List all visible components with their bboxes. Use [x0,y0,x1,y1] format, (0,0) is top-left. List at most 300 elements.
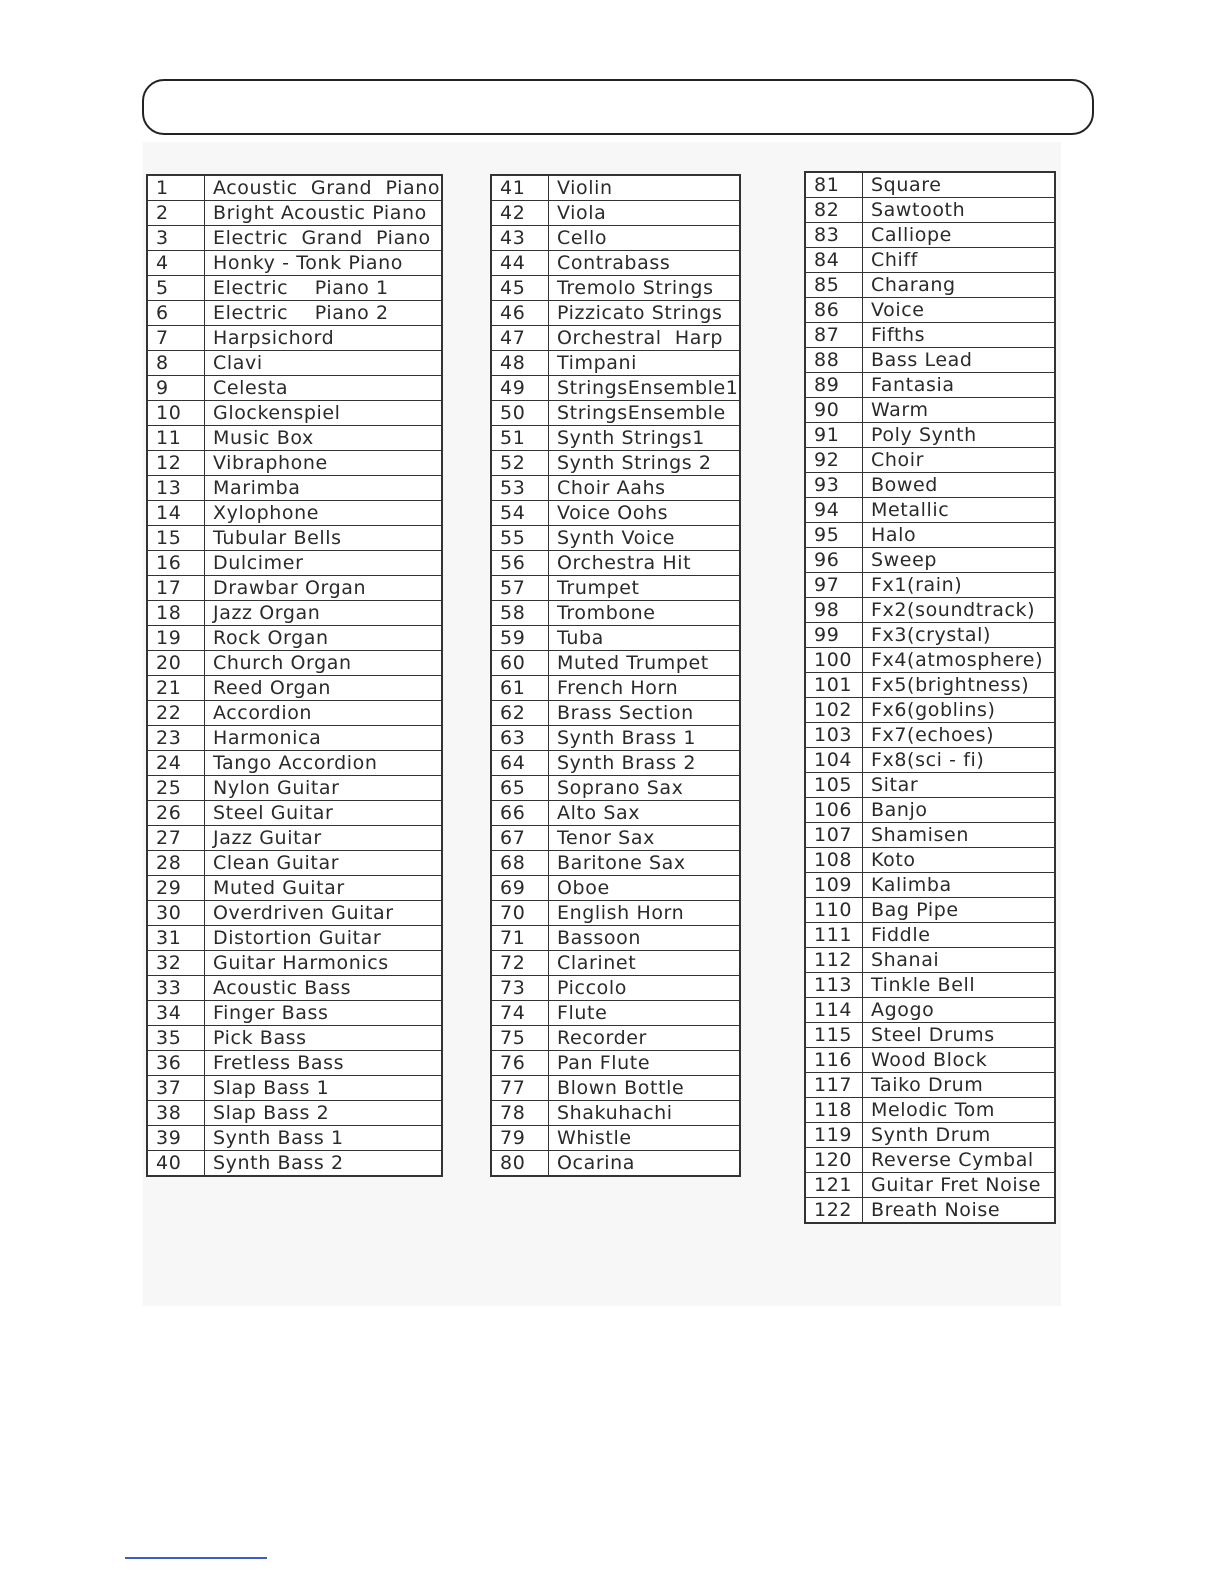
table-row [805,523,1055,548]
voice-name: Fx3(crystal) [863,623,1056,648]
voice-number: 24 [147,751,205,776]
table-row [491,826,740,851]
voice-name: Blown Bottle [549,1076,741,1101]
footer-link-underline [125,1557,267,1559]
voice-name: Ocarina [549,1151,741,1177]
header-box [142,79,1094,135]
voice-number: 32 [147,951,205,976]
table-row [805,323,1055,348]
voice-name: Steel Drums [863,1023,1056,1048]
voice-number: 73 [491,976,549,1001]
voice-name: Flute [549,1001,741,1026]
voice-name: Steel Guitar [205,801,443,826]
voice-number: 69 [491,876,549,901]
voice-number: 21 [147,676,205,701]
voice-name: Sawtooth [863,198,1056,223]
voice-name: Viola [549,201,741,226]
table-row [491,1051,740,1076]
voice-name: Guitar Harmonics [205,951,443,976]
voice-number: 67 [491,826,549,851]
voice-number: 54 [491,501,549,526]
voice-name: Fx2(soundtrack) [863,598,1056,623]
table-row [491,601,740,626]
voice-number: 48 [491,351,549,376]
voice-name: Oboe [549,876,741,901]
voice-name: Finger Bass [205,1001,443,1026]
voice-number: 64 [491,751,549,776]
voice-number: 35 [147,1026,205,1051]
voice-name: Muted Guitar [205,876,443,901]
table-row [805,873,1055,898]
voice-name: Melodic Tom [863,1098,1056,1123]
table-row [805,198,1055,223]
voice-name: Muted Trumpet [549,651,741,676]
table-row [805,923,1055,948]
voice-number: 40 [147,1151,205,1177]
voice-number: 57 [491,576,549,601]
voice-name: Chiff [863,248,1056,273]
voice-number: 3 [147,226,205,251]
voice-name: Nylon Guitar [205,776,443,801]
voice-name: Fx4(atmosphere) [863,648,1056,673]
table-row [147,201,442,226]
table-row [147,175,442,201]
voice-name: Shakuhachi [549,1101,741,1126]
voice-number: 13 [147,476,205,501]
voice-name: Metallic [863,498,1056,523]
voice-number: 15 [147,526,205,551]
voice-name: Sweep [863,548,1056,573]
voice-number: 53 [491,476,549,501]
voice-name: English Horn [549,901,741,926]
table-row [805,348,1055,373]
voice-name: Jazz Guitar [205,826,443,851]
voice-name: Synth Strings 2 [549,451,741,476]
voice-number: 11 [147,426,205,451]
voice-name: Synth Brass 1 [549,726,741,751]
voice-name: Tubular Bells [205,526,443,551]
table-row [147,526,442,551]
table-row [491,951,740,976]
voice-name: Fx1(rain) [863,573,1056,598]
voice-name: Fx6(goblins) [863,698,1056,723]
table-row [147,826,442,851]
voice-number: 17 [147,576,205,601]
voice-number: 44 [491,251,549,276]
table-row [147,751,442,776]
voice-name: Breath Noise [863,1198,1056,1224]
table-row [805,373,1055,398]
table-row [805,1048,1055,1073]
table-row [805,548,1055,573]
voice-number: 30 [147,901,205,926]
table-row [147,626,442,651]
voice-name: Harpsichord [205,326,443,351]
voice-name: Calliope [863,223,1056,248]
voice-name: Baritone Sax [549,851,741,876]
voice-number: 8 [147,351,205,376]
voice-name: Acoustic Grand Piano [205,175,443,201]
voice-name: Church Organ [205,651,443,676]
voice-number: 99 [805,623,863,648]
voice-name: Agogo [863,998,1056,1023]
voice-name: Rock Organ [205,626,443,651]
voice-number: 22 [147,701,205,726]
voice-name: Marimba [205,476,443,501]
voice-name: Bowed [863,473,1056,498]
voice-number: 79 [491,1126,549,1151]
table-row [147,301,442,326]
voice-name: Fx7(echoes) [863,723,1056,748]
voice-number: 63 [491,726,549,751]
voice-number: 116 [805,1048,863,1073]
voice-number: 29 [147,876,205,901]
table-row [491,1026,740,1051]
voice-number: 103 [805,723,863,748]
table-row [147,801,442,826]
voice-name: Bright Acoustic Piano [205,201,443,226]
voice-number: 107 [805,823,863,848]
voice-number: 104 [805,748,863,773]
table-row [805,898,1055,923]
voice-name: Taiko Drum [863,1073,1056,1098]
table-row [805,1173,1055,1198]
voice-name: Pick Bass [205,1026,443,1051]
voice-number: 106 [805,798,863,823]
table-row [491,526,740,551]
voice-number: 85 [805,273,863,298]
table-row [805,673,1055,698]
voice-number: 59 [491,626,549,651]
voice-number: 9 [147,376,205,401]
table-row [491,876,740,901]
voice-number: 25 [147,776,205,801]
voice-name: Choir [863,448,1056,473]
voice-number: 81 [805,172,863,198]
voice-name: Clavi [205,351,443,376]
table-row [147,1051,442,1076]
voice-name: Tenor Sax [549,826,741,851]
table-row [147,451,442,476]
table-row [147,251,442,276]
table-row [491,1126,740,1151]
voice-number: 60 [491,651,549,676]
voice-name: Shamisen [863,823,1056,848]
table-row [491,501,740,526]
voice-name: Brass Section [549,701,741,726]
table-row [491,626,740,651]
voice-number: 36 [147,1051,205,1076]
voice-number: 47 [491,326,549,351]
table-row [491,801,740,826]
voice-name: Cello [549,226,741,251]
voice-number: 68 [491,851,549,876]
table-row [147,726,442,751]
voice-name: Timpani [549,351,741,376]
table-row [805,473,1055,498]
voice-number: 74 [491,1001,549,1026]
table-row [805,748,1055,773]
voice-number: 101 [805,673,863,698]
voice-number: 75 [491,1026,549,1051]
table-row [147,551,442,576]
voice-number: 109 [805,873,863,898]
voice-name: Whistle [549,1126,741,1151]
table-row [805,398,1055,423]
table-row [805,723,1055,748]
voice-number: 28 [147,851,205,876]
voice-name: Slap Bass 1 [205,1076,443,1101]
table-row [147,1126,442,1151]
voice-number: 119 [805,1123,863,1148]
table-row [805,1123,1055,1148]
voice-number: 121 [805,1173,863,1198]
table-row [805,448,1055,473]
voice-name: Recorder [549,1026,741,1051]
voice-number: 5 [147,276,205,301]
voice-number: 41 [491,175,549,201]
voice-name: Contrabass [549,251,741,276]
voice-table-column-2 [490,174,741,1177]
voice-number: 37 [147,1076,205,1101]
voice-name: StringsEnsemble1 [549,376,741,401]
table-row [805,598,1055,623]
voice-number: 38 [147,1101,205,1126]
voice-number: 114 [805,998,863,1023]
voice-name: Honky - Tonk Piano [205,251,443,276]
voice-number: 87 [805,323,863,348]
voice-name: Drawbar Organ [205,576,443,601]
voice-name: Accordion [205,701,443,726]
table-row [147,1076,442,1101]
voice-number: 65 [491,776,549,801]
voice-number: 12 [147,451,205,476]
table-row [491,451,740,476]
voice-name: Tango Accordion [205,751,443,776]
voice-number: 71 [491,926,549,951]
voice-number: 78 [491,1101,549,1126]
table-row [805,823,1055,848]
voice-name: Banjo [863,798,1056,823]
table-row [491,376,740,401]
voice-name: Synth Brass 2 [549,751,741,776]
table-row [491,426,740,451]
table-row [805,298,1055,323]
voice-number: 66 [491,801,549,826]
voice-number: 18 [147,601,205,626]
voice-name: Synth Strings1 [549,426,741,451]
table-row [147,501,442,526]
voice-name: Violin [549,175,741,201]
voice-number: 105 [805,773,863,798]
voice-name: Xylophone [205,501,443,526]
voice-name: Fantasia [863,373,1056,398]
voice-name: Electric Grand Piano [205,226,443,251]
voice-number: 86 [805,298,863,323]
table-row [805,1073,1055,1098]
voice-number: 122 [805,1198,863,1224]
table-row [147,351,442,376]
voice-name: Synth Bass 2 [205,1151,443,1177]
table-row [491,651,740,676]
table-row [491,851,740,876]
voice-name: Reverse Cymbal [863,1148,1056,1173]
voice-name: French Horn [549,676,741,701]
voice-name: Synth Drum [863,1123,1056,1148]
voice-number: 26 [147,801,205,826]
table-row [491,726,740,751]
voice-number: 108 [805,848,863,873]
table-row [147,676,442,701]
voice-name: Square [863,172,1056,198]
voice-number: 120 [805,1148,863,1173]
voice-name: Tremolo Strings [549,276,741,301]
table-row [491,326,740,351]
voice-name: Jazz Organ [205,601,443,626]
voice-name: Pan Flute [549,1051,741,1076]
voice-name: Synth Voice [549,526,741,551]
voice-number: 102 [805,698,863,723]
voice-name: Halo [863,523,1056,548]
voice-number: 110 [805,898,863,923]
table-row [491,901,740,926]
voice-name: Piccolo [549,976,741,1001]
table-row [805,573,1055,598]
table-row [491,301,740,326]
table-row [805,698,1055,723]
voice-number: 19 [147,626,205,651]
voice-name: Acoustic Bass [205,976,443,1001]
table-row [147,401,442,426]
voice-number: 90 [805,398,863,423]
voice-name: Distortion Guitar [205,926,443,951]
table-row [147,851,442,876]
table-row [147,1101,442,1126]
voice-name: Glockenspiel [205,401,443,426]
voice-name: Fifths [863,323,1056,348]
table-row [805,648,1055,673]
voice-name: Fx8(sci - fi) [863,748,1056,773]
voice-name: Voice Oohs [549,501,741,526]
table-row [805,248,1055,273]
voice-number: 50 [491,401,549,426]
table-row [147,976,442,1001]
voice-number: 49 [491,376,549,401]
voice-number: 7 [147,326,205,351]
voice-number: 51 [491,426,549,451]
voice-number: 46 [491,301,549,326]
voice-number: 94 [805,498,863,523]
table-row [491,576,740,601]
table-row [147,1001,442,1026]
voice-number: 96 [805,548,863,573]
voice-name: Tuba [549,626,741,651]
voice-number: 111 [805,923,863,948]
table-row [491,351,740,376]
voice-name: Slap Bass 2 [205,1101,443,1126]
voice-number: 55 [491,526,549,551]
voice-name: Fiddle [863,923,1056,948]
table-row [491,401,740,426]
table-row [491,976,740,1001]
voice-number: 100 [805,648,863,673]
voice-number: 82 [805,198,863,223]
voice-number: 56 [491,551,549,576]
voice-name: Harmonica [205,726,443,751]
voice-name: Pizzicato Strings [549,301,741,326]
voice-name: Alto Sax [549,801,741,826]
voice-number: 1 [147,175,205,201]
voice-name: Sitar [863,773,1056,798]
voice-number: 112 [805,948,863,973]
voice-name: Charang [863,273,1056,298]
table-row [147,1151,442,1177]
voice-name: Dulcimer [205,551,443,576]
voice-number: 45 [491,276,549,301]
table-row [805,623,1055,648]
table-row [147,951,442,976]
table-row [491,1001,740,1026]
table-row [147,576,442,601]
voice-number: 93 [805,473,863,498]
voice-name: Electric Piano 1 [205,276,443,301]
voice-number: 115 [805,1023,863,1048]
voice-name: Clean Guitar [205,851,443,876]
table-row [491,751,740,776]
voice-name: Synth Bass 1 [205,1126,443,1151]
table-row [805,273,1055,298]
voice-name: Reed Organ [205,676,443,701]
table-row [805,973,1055,998]
voice-number: 31 [147,926,205,951]
voice-name: Bass Lead [863,348,1056,373]
table-row [147,701,442,726]
voice-name: Bag Pipe [863,898,1056,923]
voice-number: 77 [491,1076,549,1101]
voice-number: 39 [147,1126,205,1151]
voice-table-column-3 [804,171,1056,1224]
voice-name: Voice [863,298,1056,323]
voice-number: 92 [805,448,863,473]
table-row [147,651,442,676]
table-row [147,601,442,626]
table-row [491,276,740,301]
table-row [805,948,1055,973]
voice-name: Orchestra Hit [549,551,741,576]
table-row [805,1198,1055,1224]
voice-number: 52 [491,451,549,476]
voice-name: Fx5(brightness) [863,673,1056,698]
voice-number: 76 [491,1051,549,1076]
voice-number: 4 [147,251,205,276]
voice-name: Clarinet [549,951,741,976]
table-row [147,776,442,801]
table-row [491,476,740,501]
table-row [805,773,1055,798]
table-row [147,476,442,501]
voice-name: Trumpet [549,576,741,601]
voice-number: 113 [805,973,863,998]
voice-name: Warm [863,398,1056,423]
voice-number: 62 [491,701,549,726]
voice-number: 2 [147,201,205,226]
voice-number: 34 [147,1001,205,1026]
voice-name: Trombone [549,601,741,626]
voice-name: Choir Aahs [549,476,741,501]
voice-number: 16 [147,551,205,576]
voice-number: 83 [805,223,863,248]
voice-table-column-1 [146,174,443,1177]
